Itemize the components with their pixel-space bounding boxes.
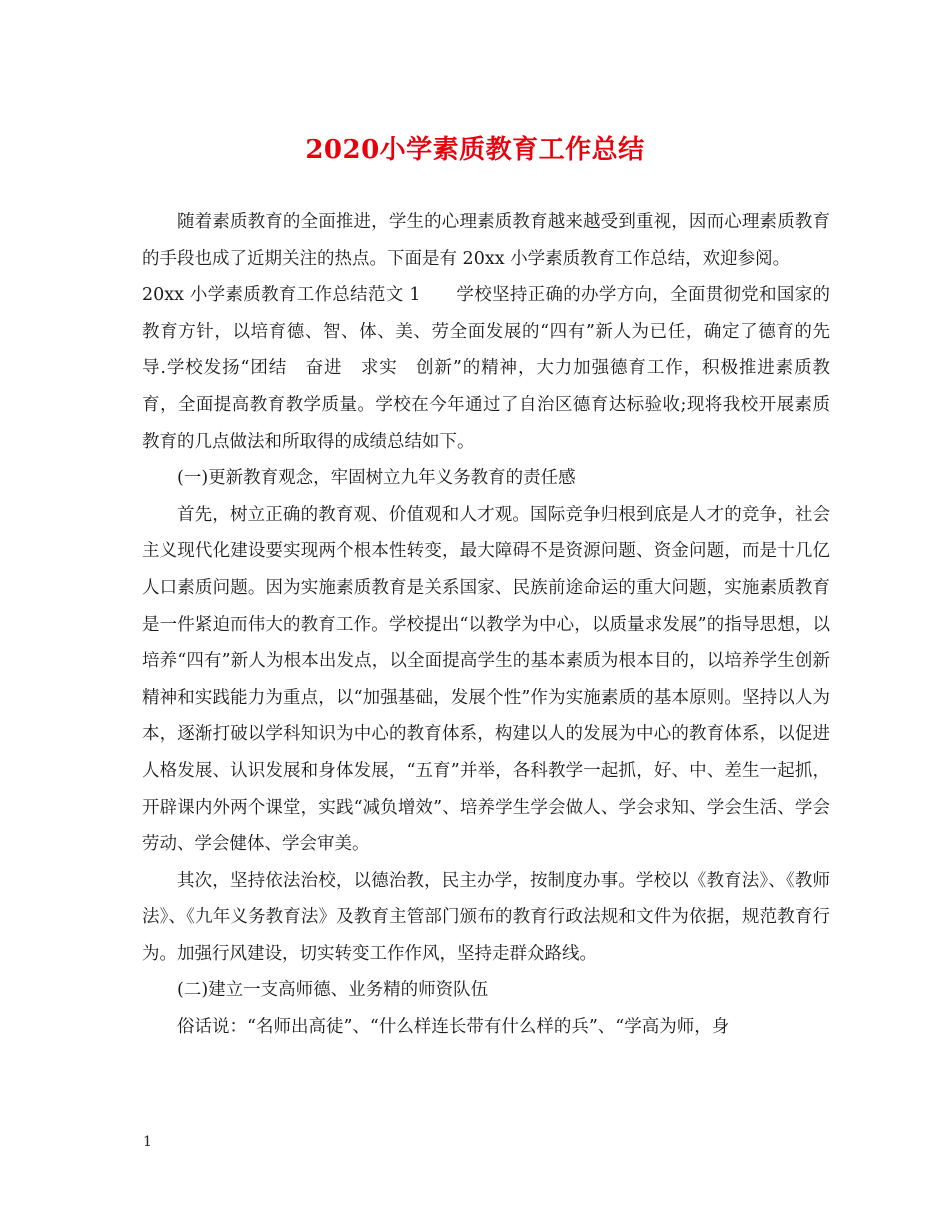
body-paragraph: 其次，坚持依法治校，以德治教，民主办学，按制度办事。学校以《教育法》、《教师法》、《九年义务教育法》及教育主管部门颁布的教育行政法规和文件为依据，规范教育行为。加强行风建设，切实转变工作作风，坚持走群众路线。 (142, 870, 830, 964)
body-paragraph: 俗话说：“名师出高徒”、“什么样连长带有什么样的兵”、“学高为师，身 (177, 1017, 730, 1038)
document-body (142, 204, 830, 1046)
intro-paragraph: 随着素质教育的全面推进，学生的心理素质教育越来越受到重视，因而心理素质教育的手段也成了近期关注的热点。下面是有 20xx 小学素质教育工作总结，欢迎参阅。 (142, 212, 830, 269)
section-heading-2: (二)建立一支高师德、业务精的师资队伍 (177, 980, 489, 1001)
document-title: 2020小学素质教育工作总结 (305, 135, 645, 165)
body-paragraph: 首先，树立正确的教育观、价值观和人才观。国际竞争归根到底是人才的竞争，社会主义现代化建设要实现两个根本性转变，最大障碍不是资源问题、资金问题，而是十几亿人口素质问题。因为实施素质教育是关系国家、民族前途命运的重大问题，实施素质教育是一件紧迫而伟大的教育工作。学校提出“以教学为中心，以质量求发展”的指导思想，以培养“四有”新人为根本出发点，以全面提高学生的基本素质为根本目的，以培养学生创新精神和实践能力为重点，以“加强基础，发展个性”作为实施素质的基本原则。坚持以人为本，逐渐打破以学科知识为中心的教育体系，构建以人的发展为中心的教育体系，以促进人格发展、认识发展和身体发展，“五育”并举，各科教学一起抓，好、中、差生一起抓，开辟课内外两个课堂，实践“减负增效”、培养学生学会做人、学会求知、学会生活、学会劳动、学会健体、学会审美。 (142, 504, 830, 855)
sample-essay-paragraph: 20xx 小学素质教育工作总结范文 1 学校坚持正确的办学方向，全面贯彻党和国家的教育方针，以培育德、智、体、美、劳全面发展的“四有”新人为已任，确定了德育的先导.学校发扬“团结 奋进 求实 创新”的精神，大力加强德育工作，积极推进素质教育，全面提高教育教学质量。学校在今年通过了自治区德育达标验收;现将我校开展素质教育的几点做法和所取得的成绩总结如下。 (142, 285, 830, 452)
page-number: 1 (143, 1134, 152, 1150)
section-heading-1: (一)更新教育观念，牢固树立九年义务教育的责任感 (177, 468, 576, 489)
